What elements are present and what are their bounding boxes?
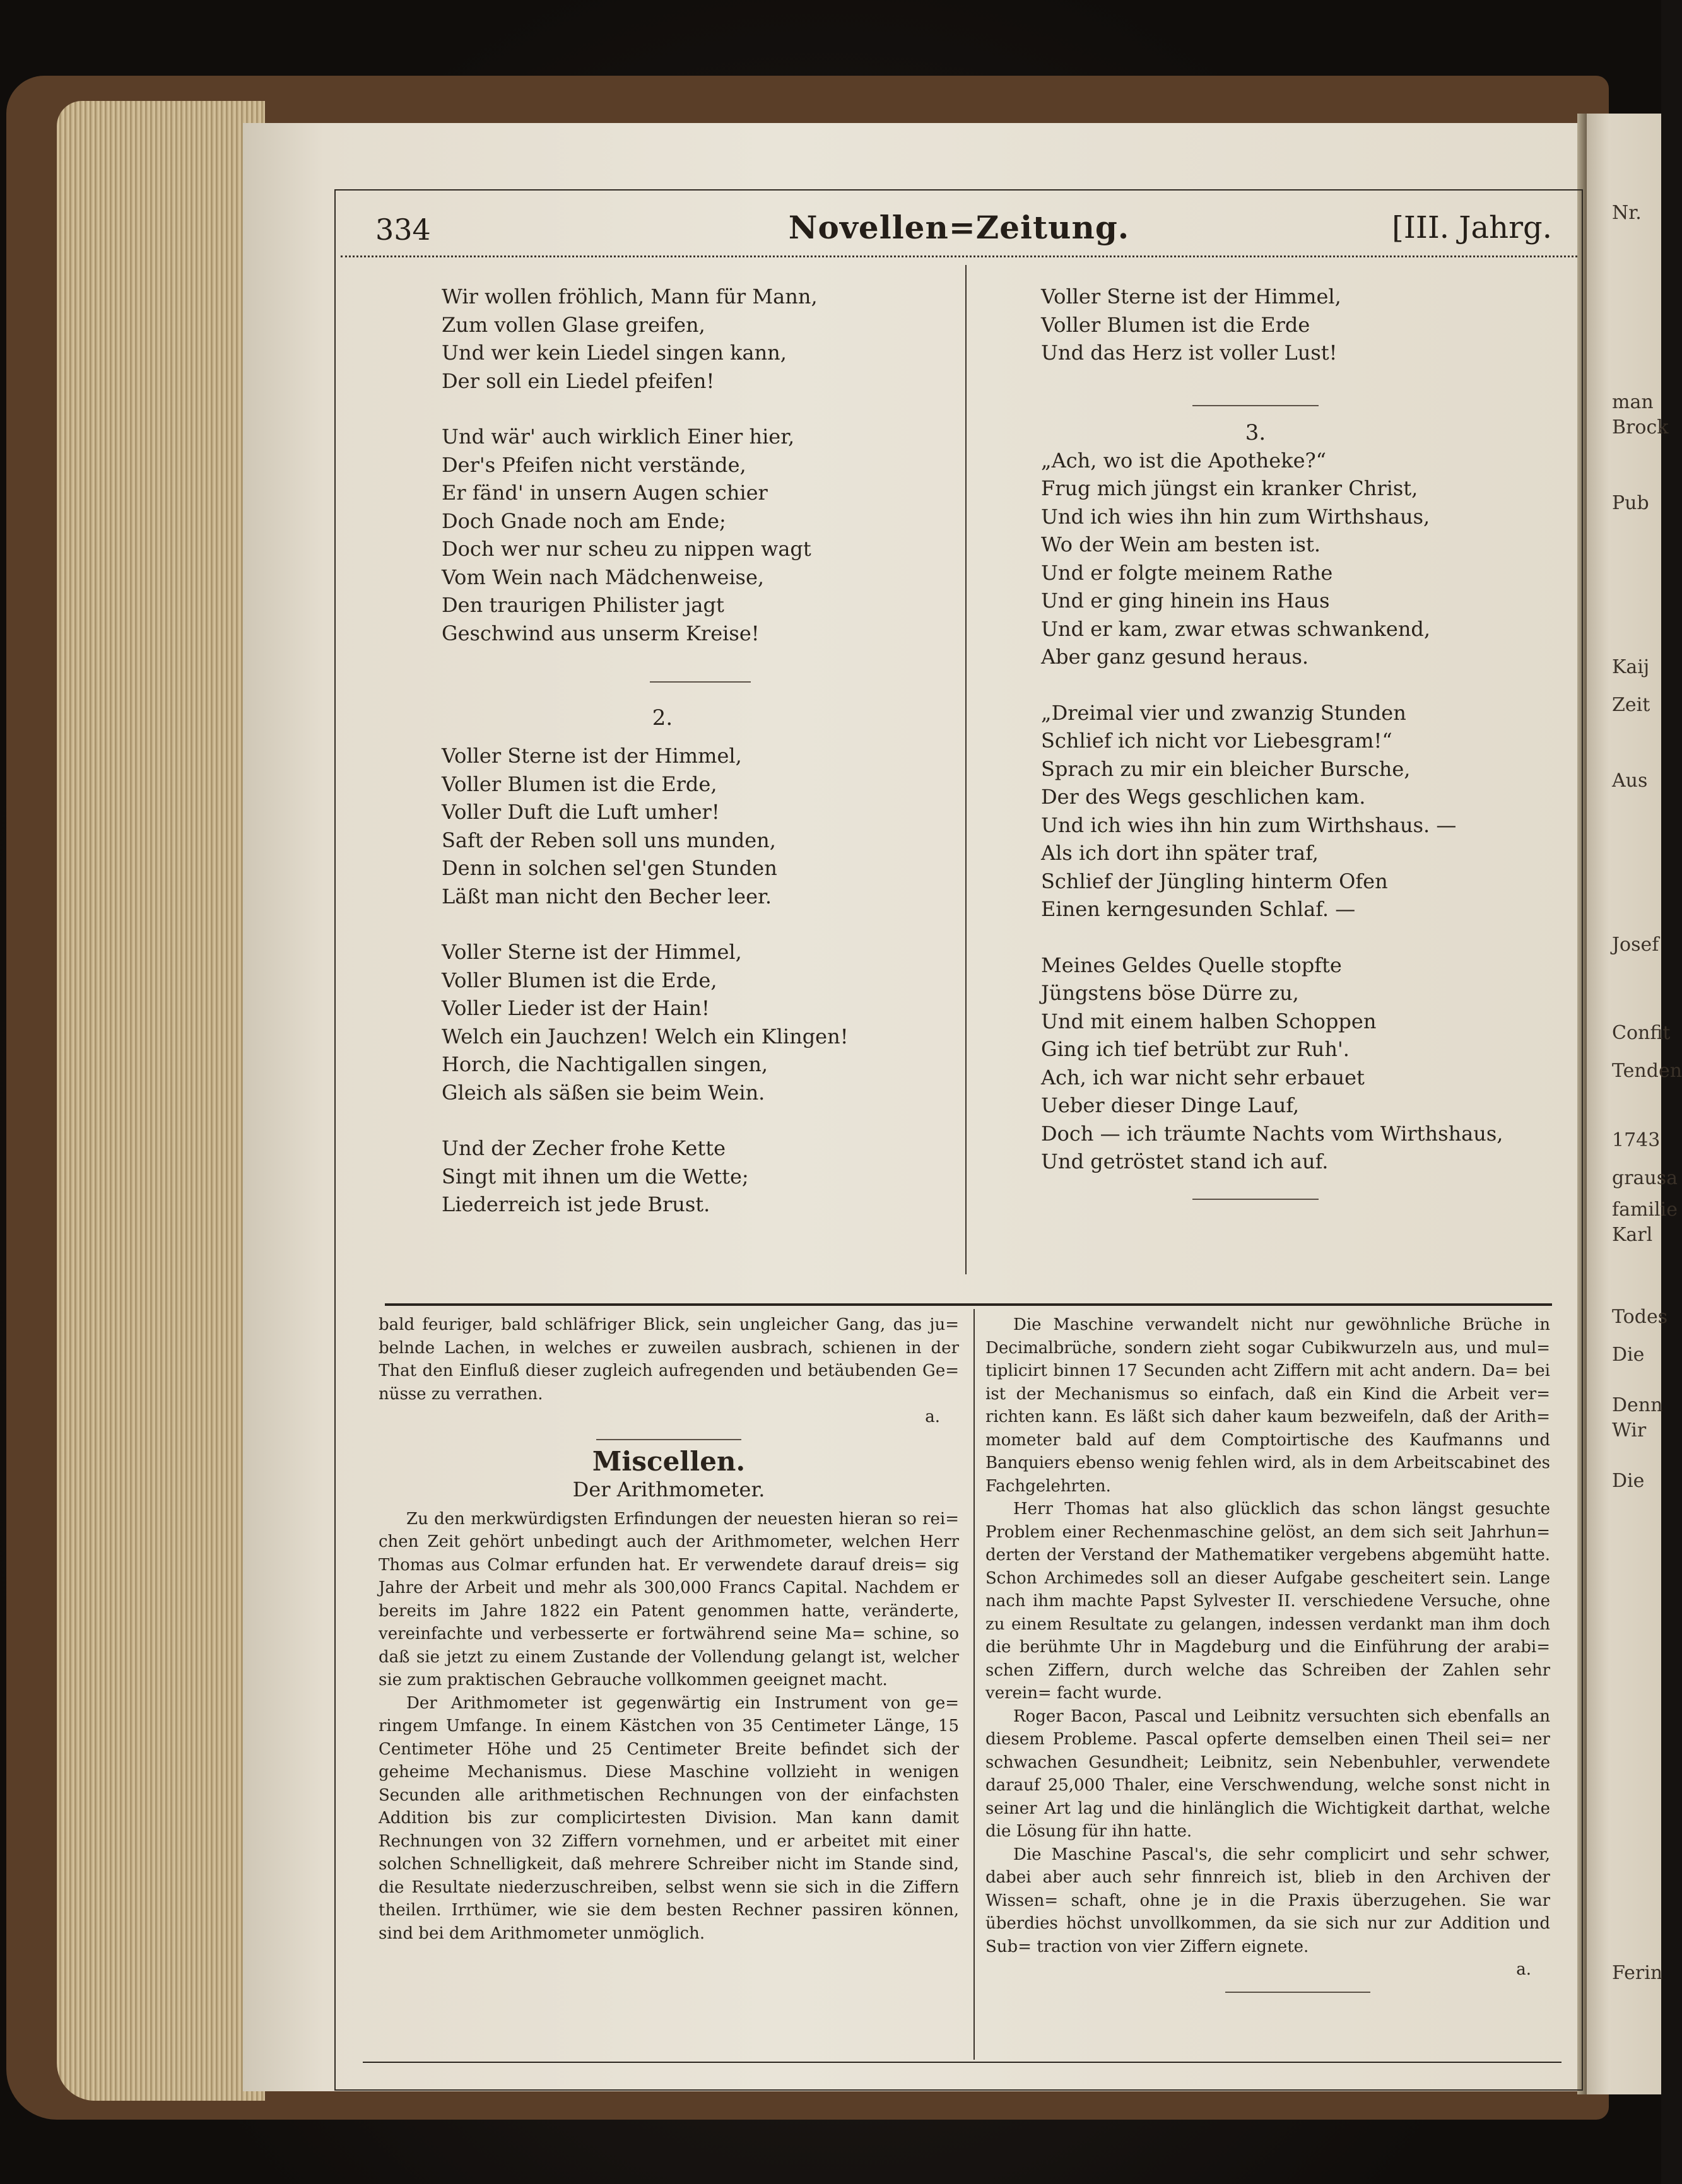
column-divider-top (965, 265, 967, 1274)
column-divider-bottom (973, 1309, 975, 2060)
stanza-gap (1041, 924, 1546, 951)
intro-signature: a. (925, 1407, 940, 1426)
poem-line: Voller Blumen ist die Erde, (442, 772, 717, 796)
article-body-left (379, 1508, 959, 1946)
section3-stanzas (1041, 447, 1546, 1176)
facing-page-fragment: Ferin (1612, 1962, 1663, 1984)
poem-line: „Ach, wo ist die Apotheke?“ (1041, 448, 1327, 473)
poem-line: Voller Sterne ist der Himmel, (442, 940, 742, 964)
poem-line: Meines Geldes Quelle stopfte (1041, 953, 1342, 977)
poem-line: Geschwind aus unserm Kreise! (442, 621, 760, 645)
poem-line: Gleich als säßen sie beim Wein. (442, 1080, 765, 1105)
poem-line: Voller Sterne ist der Himmel, (1041, 285, 1341, 308)
top-stanza (1041, 283, 1546, 367)
stanza-gap (1041, 671, 1546, 699)
poem-line: Schlief der Jüngling hinterm Ofen (1041, 869, 1388, 893)
poem-line: Frug mich jüngst ein kranker Christ, (1041, 476, 1418, 500)
poem-line: Und er ging hinein ins Haus (1041, 589, 1330, 613)
article-title: Der Arithmometer. (572, 1477, 765, 1501)
ornament-rule (650, 681, 751, 683)
poem-line: Und ich wies ihn hin zum Wirthshaus, (1041, 504, 1430, 529)
section-number-2: 2. (652, 705, 673, 731)
poem-line: Schlief ich nicht vor Liebesgram!“ (1041, 729, 1392, 753)
poem-line: Einen kerngesunden Schlaf. — (1041, 897, 1356, 921)
poem-line: Und er kam, zwar etwas schwankend, (1041, 616, 1431, 641)
facing-page-fragment: Brock (1612, 416, 1669, 438)
poem-line: Voller Duft die Luft umher! (442, 800, 720, 824)
short-rule (596, 1439, 741, 1440)
facing-page-fragment: grausa (1612, 1167, 1678, 1189)
left-stanzas (442, 283, 946, 647)
facing-page-fragment: Tenden (1612, 1060, 1682, 1082)
facing-page-fragment: Pub (1612, 492, 1649, 514)
poem-line: Der's Pfeifen nicht verstände, (442, 452, 746, 477)
facing-page-fragment: Die (1612, 1470, 1645, 1492)
stanza (442, 283, 946, 395)
stanza (1041, 447, 1546, 671)
poem-line: Der des Wegs geschlichen kam. (1041, 785, 1366, 809)
poem-line: Voller Lieder ist der Hain! (442, 996, 710, 1020)
facing-page (1587, 114, 1682, 2094)
poem-line: Der soll ein Liedel pfeifen! (442, 368, 715, 393)
stanza (1041, 951, 1546, 1176)
poem-line: Singt mit ihnen um die Wette; (442, 1164, 749, 1189)
poem-line: Voller Blumen ist die Erde (1041, 312, 1310, 337)
facing-page-fragment: Denn (1612, 1394, 1663, 1416)
poem-line: Aber ganz gesund heraus. (1041, 645, 1309, 669)
poem-line: Den traurigen Philister jagt (442, 593, 724, 617)
poem-line: Doch Gnade noch am Ende; (442, 508, 726, 533)
facing-page-fragment: Aus (1612, 770, 1648, 792)
journal-title: Novellen=Zeitung. (788, 209, 1130, 246)
facing-page-fragment: Wir (1612, 1419, 1647, 1441)
page-edges (57, 101, 265, 2101)
stanza (442, 742, 946, 910)
page-header (341, 205, 1577, 257)
poem-line: Als ich dort ihn später traf, (1041, 841, 1319, 865)
poem-line: Horch, die Nachtigallen singen, (442, 1052, 768, 1076)
poem-line: Sprach zu mir ein bleicher Bursche, (1041, 756, 1411, 781)
stanza-gap (442, 1107, 946, 1134)
spacer (442, 732, 946, 742)
intro-paragraph: bald feuriger, bald schläfriger Blick, sein ungleicher Gang, das ju= belnde Lachen, in welches er zuweilen ausbrach, schienen in der That den Einfluß dieser zugleich aufregenden und betäubenden Ge= nüsse zu verrathen. (379, 1315, 959, 1404)
article-paragraph: Herr Thomas hat also glücklich das schon längst gesuchte Problem einer Rechenmaschine gelöst, an dem sich seit Jahrhun= derten der Verstand der Mathematiker vergebens abgemüht hatte. Schon Archimedes soll an dieser Aufgabe gescheitert sein. Lange nach ihm machte Papst Sylvester II. verschiedene Versuche, ohne zu einem Resultate zu gelangen, indessen verdankt man ihm doch die berühmte Uhr in Magdeburg und die Einführung der arabi= schen Ziffern, durch welche das Schreiben der Zahlen sehr verein= facht wurde. (985, 1500, 1550, 1703)
poem-line: Doch wer nur scheu zu nippen wagt (442, 537, 811, 561)
poem-line: Doch — ich träumte Nachts vom Wirthshaus, (1041, 1121, 1503, 1146)
stanza (442, 423, 946, 647)
facing-page-fragment: man (1612, 391, 1654, 413)
article-paragraph: Zu den merkwürdigsten Erfindungen der neuesten hieran so rei= chen Zeit gehört unbedingt auch der Arithmometer, welchen Herr Thomas aus Colmar erfunden hat. Er verwendete darauf dreis= sig Jahre der Arbeit und mehr als 300,000 Francs Capital. Nachdem er bereits im Jahre 1822 ein Patent genommen hatte, veränderte, vereinfachte und verbesserte er fortwährend seine Ma= schine, so daß sie jetzt zu einem Zustande der Vollendung gelangt ist, welcher sie zum praktischen Gebrauche vollkommen geeignet macht. (379, 1509, 959, 1689)
volume-label: [III. Jahrg. (1392, 210, 1552, 245)
poem-line: Zum vollen Glase greifen, (442, 312, 705, 337)
poem-line: „Dreimal vier und zwanzig Stunden (1041, 700, 1406, 725)
section2-stanzas (442, 742, 946, 1219)
bottom-left-column (379, 1313, 959, 1945)
article-body-right (985, 1313, 1550, 1958)
poem-line: Und wer kein Liedel singen kann, (442, 341, 787, 365)
article-signature: a. (1516, 1960, 1531, 1979)
miscellaneous-heading: Miscellen. (592, 1445, 746, 1477)
poem-line: Und der Zecher frohe Kette (442, 1136, 726, 1160)
section-rule (385, 1303, 1552, 1306)
bottom-rule (363, 2062, 1561, 2063)
stanza (1041, 699, 1546, 924)
poem-line: Voller Blumen ist die Erde, (442, 968, 717, 992)
bottom-right-column (985, 1313, 1550, 2003)
facing-page-fragment: Nr. (1612, 202, 1642, 224)
facing-page-fragment: 1743 (1612, 1129, 1661, 1151)
facing-page-fragment: Kaij (1612, 656, 1650, 678)
article-paragraph: Der Arithmometer ist gegenwärtig ein Instrument von ge= ringem Umfange. In einem Kästchen von 35 Centimeter Länge, 15 Centimeter Höhe und 25 Centimeter Breite befindet sich der geheime Mechanismus. Diese Maschine vollzieht in wenigen Secunden alle arithmetischen Rechnungen von der einfachsten Addition bis zur complicirtesten Division. Man kann damit Rechnungen von 32 Ziffern vornehmen, und er arbeitet mit einer solchen Schnelligkeit, daß mehrere Schreiber nicht im Stande sind, die Resultate niederzuschreiben, selbst wenn sie sich in die Ziffern theilen. Irrthümer, wie sie dem besten Rechner passiren können, sind bei dem Arithmometer unmöglich. (379, 1693, 959, 1943)
article-paragraph: Die Maschine Pascal's, die sehr complicirt und sehr schwer, dabei aber auch sehr finnreich ist, blieb in den Archiven der Wissen= schaft, ohne je in die Praxis überzugehen. Sie war überdies höchst unvollkommen, da sie sich nur zur Addition und Sub= traction von vier Ziffern eignete. (985, 1845, 1550, 1956)
stanza-gap (442, 395, 946, 423)
stanza (442, 938, 946, 1107)
poem-line: Jüngstens böse Dürre zu, (1041, 981, 1299, 1005)
poem-line: Liederreich ist jede Brust. (442, 1192, 710, 1216)
poem-line: Wo der Wein am besten ist. (1041, 532, 1320, 556)
article-paragraph: Roger Bacon, Pascal und Leibnitz versuchten sich ebenfalls an diesem Probleme. Pascal opferte demselben einen Theil sei= ner schwachen Gesundheit; Leibnitz, sein Nebenbuhler, verwendete darauf 25,000 Thaler, eine Verschwendung, welche sonst nicht in seiner Art lag und die hinlänglich die Wichtigkeit darthat, welche die Lösung für ihn hatte. (985, 1706, 1550, 1841)
poem-line: Wir wollen fröhlich, Mann für Mann, (442, 285, 818, 308)
left-poem-column (442, 283, 946, 1219)
ornament-rule-right-end (1192, 1199, 1319, 1200)
facing-page-fragment: Die (1612, 1344, 1645, 1366)
article-paragraph: Die Maschine verwandelt nicht nur gewöhnliche Brüche in Decimalbrüche, sondern zieht sogar Cubikwurzeln aus, und mul= tiplicirt binnen 17 Secunden acht Ziffern mit acht andern. Da= bei ist der Mechanismus so einfach, daß ein Kind die Arbeit ver= richten kann. Es läßt sich daher kaum bezweifeln, daß der Arith= mometer bald auf dem Comptoirtische des Kaufmanns und Banquiers ebenso wenig fehlen wird, als in dem Arbeitscabinet des Fachgelehrten. (985, 1315, 1550, 1496)
section-number-3: 3. (1245, 420, 1266, 445)
facing-page-fragment: Zeit (1612, 694, 1650, 716)
poem-line: Läßt man nicht den Becher leer. (442, 884, 772, 908)
poem-line: Welch ein Jauchzen! Welch ein Klingen! (442, 1024, 849, 1048)
poem-line: Vom Wein nach Mädchenweise, (442, 565, 765, 589)
poem-line: Und ich wies ihn hin zum Wirthshaus. — (1041, 813, 1457, 837)
facing-page-fragment: Todes (1612, 1306, 1668, 1328)
poem-line: Und wär' auch wirklich Einer hier, (442, 425, 795, 449)
facing-page-fragment: Confit (1612, 1022, 1671, 1044)
ornament-rule-right (1192, 405, 1319, 406)
poem-line: Und getröstet stand ich auf. (1041, 1149, 1329, 1173)
poem-line: Voller Sterne ist der Himmel, (442, 744, 742, 768)
poem-line: Er fänd' in unsern Augen schier (442, 481, 768, 505)
stanza (442, 1134, 946, 1219)
stanza-gap (442, 910, 946, 938)
poem-line: Und er folgte meinem Rathe (1041, 560, 1333, 585)
poem-line: Saft der Reben soll uns munden, (442, 828, 776, 852)
poem-line: Und das Herz ist voller Lust! (1041, 341, 1338, 365)
facing-page-fragment: Karl (1612, 1224, 1653, 1246)
poem-line: Denn in solchen sel'gen Stunden (442, 856, 777, 880)
poem-line: Ach, ich war nicht sehr erbauet (1041, 1065, 1365, 1089)
page-number: 334 (375, 213, 431, 247)
poem-line: Und mit einem halben Schoppen (1041, 1009, 1377, 1033)
right-poem-column (1041, 283, 1546, 1200)
short-rule-right (1225, 1992, 1370, 1993)
poem-line: Ging ich tief betrübt zur Ruh'. (1041, 1037, 1350, 1061)
facing-page-fragment: familie (1612, 1199, 1678, 1221)
poem-line: Ueber dieser Dinge Lauf, (1041, 1093, 1300, 1117)
facing-page-fragment: Josef (1612, 934, 1659, 956)
